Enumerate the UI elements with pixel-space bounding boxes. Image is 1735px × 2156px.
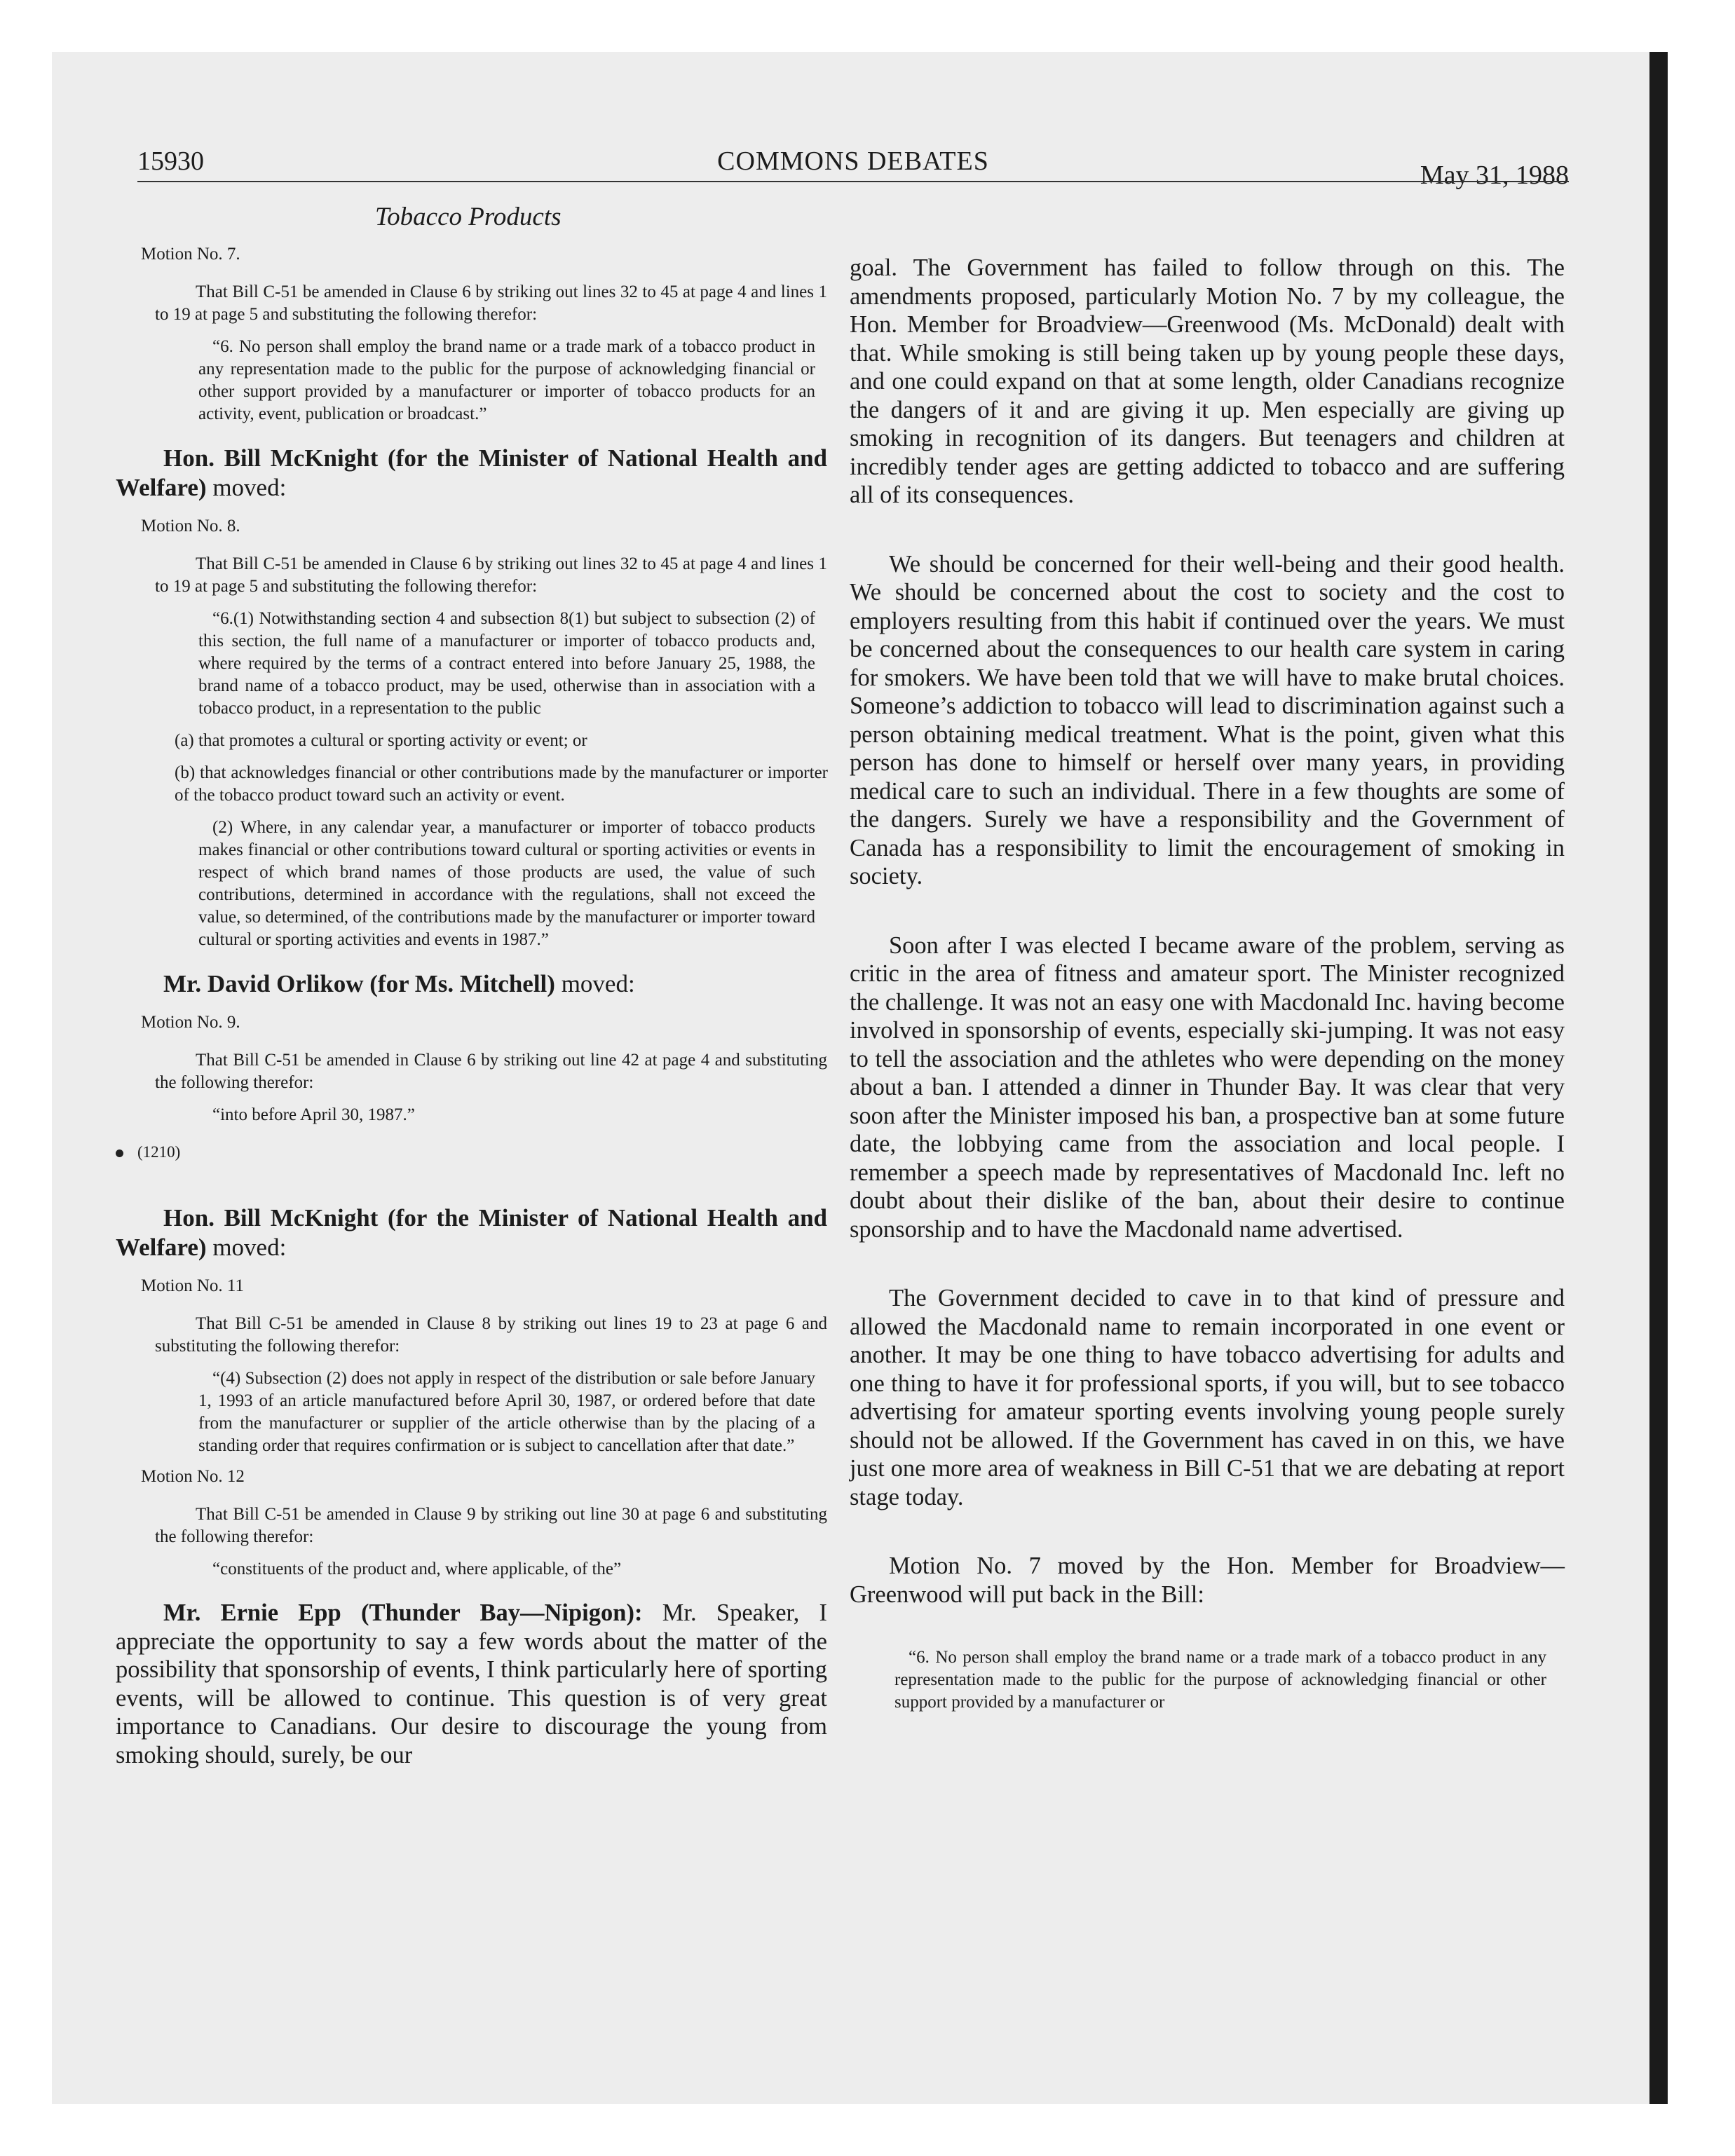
page-number: 15930 xyxy=(137,146,204,176)
motion-label: Motion No. 9. xyxy=(141,1013,240,1032)
motion-label: Motion No. 11 xyxy=(141,1276,244,1295)
motion-quote: “into before April 30, 1987.” xyxy=(212,1105,415,1124)
body-paragraph: goal. The Government has failed to follow through on this. The amendments proposed, particularly Motion No. 7 by my colleague, the Hon. Member for Broadview—Greenwood (Ms. McDonald) dealt with that. While smoking is still being taken up by young people these days, and one could expand on that at some length, older Canadians recognize the dangers of it and are giving it up. Men especially are giving up smoking in recognition of its dangers. But teenagers and children at incredibly tender ages are getting addicted to tobacco and are suffering all of its consequences. xyxy=(850,254,1565,508)
publication-title: COMMONS DEBATES xyxy=(717,146,989,176)
mover-line xyxy=(116,444,827,503)
page-header xyxy=(137,146,1569,192)
mover-line xyxy=(116,969,827,999)
motion-quote: (2) Where, in any calendar year, a manufacturer or importer of tobacco products makes financial or other contributions toward cultural or sporting activities or events in respect of which brand names of those products are used, the value of such contributions, determined in accordance with the regulations, shall not exceed the value, so determined, of the contributions made by the manufacturer or importer toward cultural or sporting activities and events in 1987.” xyxy=(198,818,815,949)
scan-edge-shadow xyxy=(1649,52,1668,2104)
right-column xyxy=(850,254,1565,1714)
mover-verb: moved: xyxy=(206,474,287,501)
mover-line xyxy=(116,1203,827,1262)
body-paragraph: Soon after I was elected I became aware of the problem, serving as critic in the area of fitness and amateur sport. The Minister recognized the challenge. It was not an easy one with Macdonald Inc. having become involved in sponsorship of events, especially ski-jumping. It was not easy to tell the association and the athletes who were depending on the money about a ban. I attended a dinner in Thunder Bay. It was clear that very soon after the Minister imposed his ban, a prospective ban at some future date, the lobbying came from the association and local people. I remember a speech made by representatives of Macdonald Inc. left no doubt about their dislike of the ban, about their desire to continue sponsorship and to have the Macdonald name advertised. xyxy=(850,932,1565,1243)
timestamp-text: (1210) xyxy=(137,1143,181,1161)
motion-quote: “6.(1) Notwithstanding section 4 and subsection 8(1) but subject to subsection (2) of this section, the full name of a manufacturer or importer of tobacco products and, where required by the terms of a contract entered into before January 25, 1988, the brand name of a tobacco product, may be used, otherwise than in association with a tobacco product, in a representation to the public xyxy=(198,609,815,718)
left-column xyxy=(116,202,827,1769)
motion-label: Motion No. 12 xyxy=(141,1467,245,1486)
section-title: Tobacco Products xyxy=(375,203,562,231)
motion-quote: “constituents of the product and, where applicable, of the” xyxy=(212,1560,622,1578)
speech-paragraph xyxy=(116,1599,827,1769)
motion-text: That Bill C-51 be amended in Clause 6 by striking out lines 32 to 45 at page 4 and lines 1 to 19 at page 5 and substituting the following therefor: xyxy=(155,282,827,324)
motion-quote: “(4) Subsection (2) does not apply in respect of the distribution or sale before January 1, 1993 of an article manufactured before April 30, 1987, or ordered before that date from the manufacturer or supplier of the article otherwise than by the placing of a standing order that requires confirmation or is subject to cancellation after that date.” xyxy=(198,1369,815,1455)
speech-text: Mr. Speaker, I appreciate the opportunity to say a few words about the matter of the possibility that sponsorship of events, I think particularly here of sporting events, will be allowed to continue. This question is of very great importance to Canadians. Our desire to discourage the young from smoking should, surely, be our xyxy=(116,1599,828,1768)
bullet-icon xyxy=(116,1149,123,1157)
mover-verb: moved: xyxy=(206,1234,287,1261)
mover-name: Mr. David Orlikow (for Ms. Mitchell) xyxy=(163,970,555,997)
motion-clause: (b) that acknowledges financial or other contributions made by the manufacturer or importer of the tobacco product toward such an activity or event. xyxy=(175,763,828,805)
motion-text: That Bill C-51 be amended in Clause 8 by striking out lines 19 to 23 at page 6 and substituting the following therefor: xyxy=(155,1314,827,1356)
motion-quote: “6. No person shall employ the brand name or a trade mark of a tobacco product in any representation made to the public for the purpose of acknowledging financial or other support provided by a manufacturer or xyxy=(894,1648,1546,1712)
motion-clause: (a) that promotes a cultural or sporting activity or event; or xyxy=(175,731,587,750)
motion-text: That Bill C-51 be amended in Clause 6 by striking out lines 32 to 45 at page 4 and lines 1 to 19 at page 5 and substituting the following therefor: xyxy=(155,554,827,596)
motion-label: Motion No. 7. xyxy=(141,245,240,264)
mover-name: Hon. Bill McKnight (for the Minister of National Health and Welfare) xyxy=(116,1204,827,1261)
motion-quote: “6. No person shall employ the brand name or a trade mark of a tobacco product in any representation made to the public for the purpose of acknowledging financial or other support provided by a manufacturer or importer of tobacco products for an activity, event, publication or broadcast.” xyxy=(198,337,815,423)
mover-name: Hon. Bill McKnight (for the Minister of National Health and Welfare) xyxy=(116,444,827,501)
motion-text: That Bill C-51 be amended in Clause 6 by striking out line 42 at page 4 and substituting the following therefor: xyxy=(155,1051,827,1092)
header-rule xyxy=(137,181,1569,182)
body-paragraph: Motion No. 7 moved by the Hon. Member for Broadview—Greenwood will put back in the Bill: xyxy=(850,1553,1565,1608)
mover-verb: moved: xyxy=(554,970,635,997)
motion-label: Motion No. 8. xyxy=(141,517,240,535)
speaker-name: Mr. Ernie Epp (Thunder Bay—Nipigon): xyxy=(163,1599,643,1626)
timestamp xyxy=(116,1143,827,1161)
publication-date: May 31, 1988 xyxy=(1420,161,1569,190)
body-paragraph: We should be concerned for their well-being and their good health. We should be concerned about the cost to society and the cost to employers resulting from this habit if continued over the years. We must be concerned about the consequences to our health care system in caring for smokers. We have been told that we will have to make brutal choices. Someone’s addiction to tobacco will lead to discrimination against such a person obtaining medical treatment. What is the point, given what this person has done to himself or herself over many years, in providing medical care to such an individual. There in a few thoughts are some of the dangers. Surely we have a responsibility and the Government of Canada has a responsibility to limit the encouragement of smoking in society. xyxy=(850,550,1565,889)
body-paragraph: The Government decided to cave in to that kind of pressure and allowed the Macdonald name to remain incorporated in one event or another. It may be one thing to have tobacco advertising for adults and one thing to have it for professional sports, if you will, but to see tobacco advertising for amateur sporting events involving young people surely should not be allowed. If the Government has caved in on this, we have just one more area of weakness in Bill C-51 that we are debating at report stage today. xyxy=(850,1285,1565,1510)
motion-text: That Bill C-51 be amended in Clause 9 by striking out line 30 at page 6 and substituting the following therefor: xyxy=(155,1505,827,1546)
